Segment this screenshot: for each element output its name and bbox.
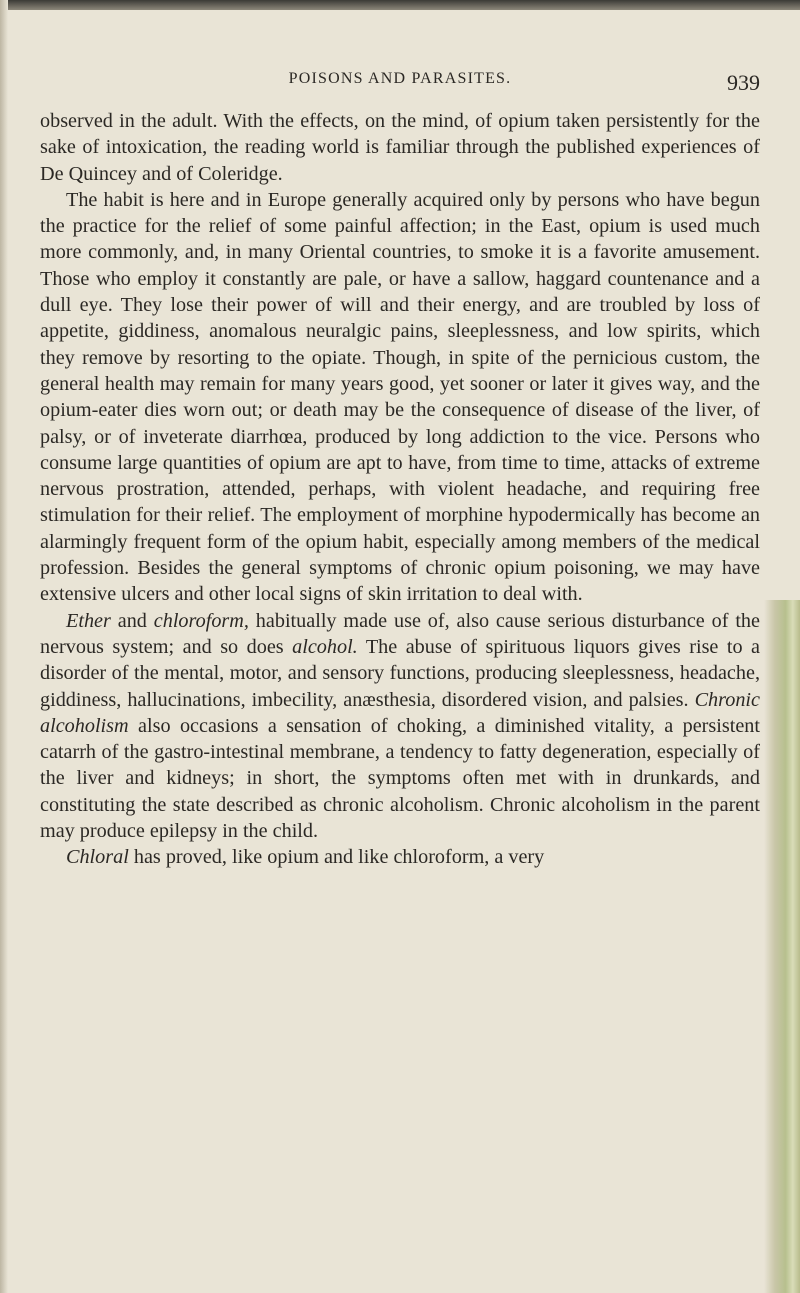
paragraph-3 <box>40 608 760 845</box>
text-run: also occasions a sensation of choking, a diminished vitality, a persistent catarrh of the gastro-intestinal membrane, a tendency to fatty degeneration, especially of the liver and kidneys; in short, the symptoms often met with in drunkards, and constituting the state described as chronic alcoholism. Chronic alcoholism in the parent may produce epilepsy in the child. <box>40 714 760 843</box>
text-run: has proved, like opium and like chloroform, a very <box>128 846 545 869</box>
paragraph-2 <box>40 187 760 608</box>
text-run: and <box>110 609 154 632</box>
page-left-edge <box>0 0 8 1293</box>
text-run: The habit is here and in Europe generally acquired only by persons who have begun the practice for the relief of some painful affection; in the East, opium is used much more commonly, and, in many Oriental countries, to smoke it is a favorite amusement. Those who employ it constantly are pale, or have a sallow, haggard countenance and a dull eye. They lose their power of will and their energy, and are troubled by loss of appetite, giddiness, anomalous neuralgic pains, sleeplessness, and low spirits, which they remove by resorting to the opiate. Though, in spite of the pernicious custom, the general health may remain for many years good, yet sooner or later it gives way, and the opium-eater dies worn out; or death may be the consequence of disease of the liver, of palsy, or of inveterate diarrhœa, produced by long addiction to the vice. Persons who consume large quantities of opium are apt to have, from time to time, attacks of extreme nervous prostration, attended, perhaps, with violent headache, and requiring free stimulation for their relief. The employment of morphine hypodermically has become an alarmingly frequent form of the opium habit, especially among members of the medical profession. Besides the general symptoms of chronic opium poisoning, we may have extensive ulcers and other local signs of skin irritation to deal with. <box>40 188 760 606</box>
paragraph-4 <box>40 844 760 870</box>
page-header <box>40 70 760 106</box>
italic-term: Ether <box>66 609 111 632</box>
italic-term: Chloral <box>66 846 129 869</box>
italic-term: chloroform, <box>153 609 249 632</box>
body-text <box>40 108 760 871</box>
page-number: 939 <box>727 70 760 95</box>
book-spine-edge <box>764 600 800 1293</box>
italic-term: alcohol. <box>292 635 358 658</box>
paragraph-1 <box>40 108 760 187</box>
text-run: habitually made use of, also cause serious disturbance of the nervous system; and so does <box>40 609 760 658</box>
text-run: The abuse of spirituous liquors gives rise to a disorder of the mental, motor, and sensory functions, producing sleeplessness, headache, giddiness, hallucinations, imbecility, anæsthesia, disordered vision, and palsies. <box>40 635 761 711</box>
text-run: observed in the adult. With the effects, on the mind, of opium taken persistently for the sake of intoxication, the reading world is familiar through the published experiences of De Quincey and of Coleridge. <box>40 110 760 185</box>
page-top-edge <box>0 0 800 10</box>
italic-term: Chronic alcoholism <box>40 688 760 737</box>
running-title: POISONS AND PARASITES. <box>288 70 512 87</box>
book-page <box>40 70 760 871</box>
